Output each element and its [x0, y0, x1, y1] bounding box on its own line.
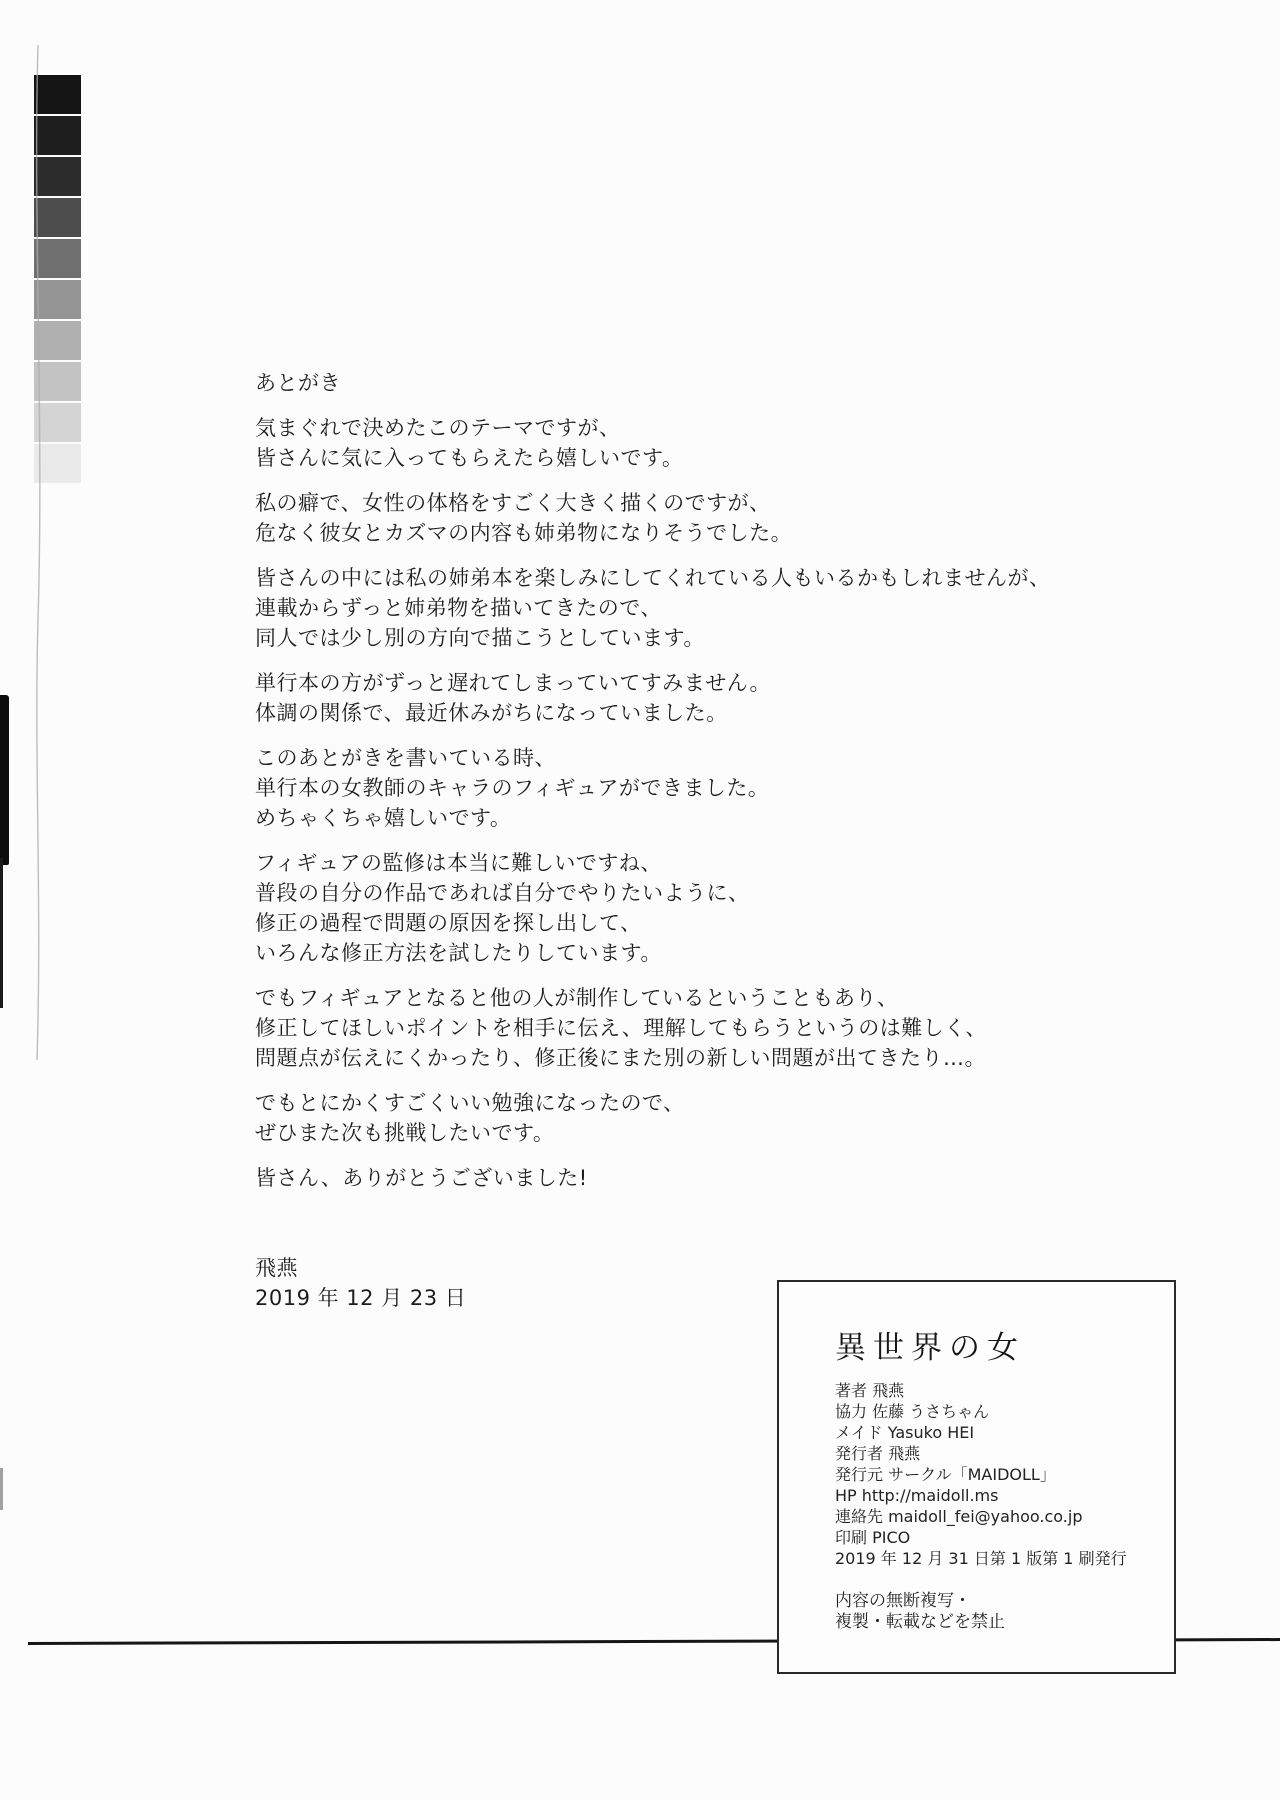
calibration-swatch	[34, 75, 81, 114]
colophon-line: 協力 佐藤 うさちゃん	[835, 1402, 990, 1421]
colophon-credits	[835, 1380, 1174, 1569]
scan-ink-streak	[0, 695, 9, 865]
colophon-line: 2019 年 12 月 31 日第 1 版第 1 刷発行	[835, 1549, 1127, 1568]
signature-block	[255, 1253, 466, 1313]
calibration-swatch	[34, 321, 81, 360]
paragraph: 気まぐれで決めたこのテーマですが、 皆さんに気に入ってもらえたら嬉しいです。	[255, 416, 684, 470]
copyright-notice	[835, 1591, 1174, 1633]
afterword-paragraphs	[255, 413, 1115, 1193]
scan-ink-streak	[0, 1468, 3, 1510]
colophon-line: 発行者 飛燕	[835, 1444, 921, 1463]
colophon-line: 発行元 サークル「MAIDOLL」	[835, 1465, 1056, 1484]
calibration-swatch	[34, 444, 81, 483]
colophon-line: メイド Yasuko HEI	[835, 1423, 975, 1442]
calibration-swatch	[34, 239, 81, 278]
paragraph: 皆さん、ありがとうございました!	[255, 1166, 588, 1190]
afterword-date: 2019 年 12 月 23 日	[255, 1286, 467, 1310]
calibration-swatch	[34, 198, 81, 237]
paragraph: 私の癖で、女性の体格をすごく大きく描くのですが、 危なく彼女とカズマの内容も姉弟物になりそうでした。	[255, 491, 793, 545]
grayscale-calibration-strip	[34, 75, 81, 485]
paragraph: フィギュアの監修は本当に難しいですね、 普段の自分の作品であれば自分でやりたいように、 修正の過程で問題の原因を探し出して、 いろんな修正方法を試したりしています。	[255, 851, 750, 965]
colophon-line: 著者 飛燕	[835, 1381, 905, 1400]
copyright-notice-line: 内容の無断複写・	[835, 1591, 971, 1611]
colophon-line: 印刷 PICO	[835, 1528, 911, 1547]
calibration-swatch	[34, 403, 81, 442]
scan-ink-streak	[0, 858, 3, 1008]
paragraph: でもフィギュアとなると他の人が制作しているということもあり、 修正してほしいポイントを相手に伝え、理解してもらうというのは難しく、 問題点が伝えにくかったり、修正後にまた別の新しい問題が出てきたり…。	[255, 986, 987, 1070]
copyright-notice-line: 複製・転載などを禁止	[835, 1612, 1005, 1632]
paragraph: 単行本の方がずっと遅れてしまっていてすみません。 体調の関係で、最近休みがちになっていました。	[255, 671, 771, 725]
colophon-line: 連絡先 maidoll_fei@yahoo.co.jp	[835, 1507, 1083, 1526]
book-title: 異世界の女	[835, 1330, 1025, 1366]
colophon-line: HP http://maidoll.ms	[835, 1486, 999, 1505]
paragraph: 皆さんの中には私の姉弟本を楽しみにしてくれている人もいるかもしれませんが、 連載からずっと姉弟物を描いてきたので、 同人では少し別の方向で描こうとしています。	[255, 566, 1051, 650]
author-signature: 飛燕	[255, 1256, 298, 1280]
calibration-swatch	[34, 362, 81, 401]
colophon-box	[777, 1280, 1176, 1674]
calibration-swatch	[34, 280, 81, 319]
afterword-heading: あとがき	[255, 371, 341, 395]
paragraph: このあとがきを書いている時、 単行本の女教師のキャラのフィギュアができました。 めちゃくちゃ嬉しいです。	[255, 746, 770, 830]
calibration-swatch	[34, 116, 81, 155]
paragraph: でもとにかくすごくいい勉強になったので、 ぜひまた次も挑戦したいです。	[255, 1091, 685, 1145]
afterword-text	[255, 368, 1115, 1208]
calibration-swatch	[34, 157, 81, 196]
